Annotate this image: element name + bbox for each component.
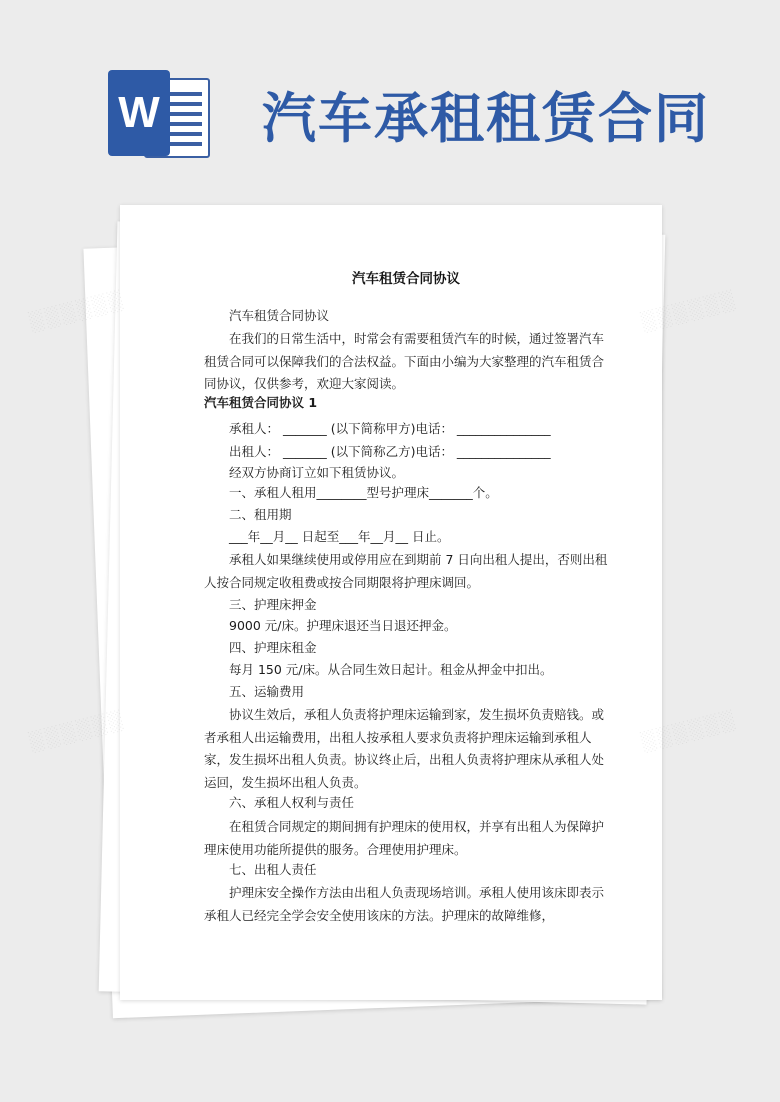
clause-5-heading: 五、运输费用 [229, 684, 305, 699]
watermark: ░░░░░░ [638, 708, 739, 754]
agreement-line: 经双方协商订立如下租赁协议。 [229, 465, 405, 480]
clause-4-heading: 四、护理床租金 [229, 640, 317, 655]
watermark: ░░░░░░ [26, 288, 127, 334]
word-logo-badge: W [108, 70, 170, 156]
document-page [120, 205, 662, 1000]
clause-2-text: 承租人如果继续使用或停用应在到期前 7 日向出租人提出，否则出租人按合同规定收租费或按合同期限将护理床调回。 [204, 552, 608, 590]
intro-paragraph: 在我们的日常生活中，时常会有需要租赁汽车的时候，通过签署汽车租赁合同可以保障我们的合法权益。下面由小编为大家整理的汽车租赁合同协议，仅供参考，欢迎大家阅读。 [204, 331, 605, 391]
clause-6-heading: 六、承租人权利与责任 [229, 795, 355, 810]
watermark: ░░░░░░ [638, 288, 739, 334]
document-subtitle: 汽车租赁合同协议 [229, 308, 330, 323]
banner [0, 0, 780, 200]
clause-7-heading: 七、出租人责任 [229, 862, 317, 877]
section-heading: 汽车租赁合同协议 1 [204, 395, 318, 410]
document-title: 汽车租赁合同协议 [352, 271, 460, 287]
clause-4-text: 每月 150 元/床。从合同生效日起计。租金从押金中扣出。 [229, 662, 553, 677]
word-document-icon [108, 70, 208, 156]
clause-3-heading: 三、护理床押金 [229, 597, 317, 612]
clause-3-text: 9000 元/床。护理床退还当日退还押金。 [229, 618, 457, 633]
lessor-line: 出租人： _______ (以下简称乙方)电话： _______________ [229, 444, 551, 459]
clause-6-text: 在租赁合同规定的期间拥有护理床的使用权，并享有出租人为保障护理床使用功能所提供的服务。合理使用护理床。 [204, 819, 605, 857]
clause-2-heading: 二、租用期 [229, 507, 292, 522]
watermark: ░░░░░░ [26, 708, 127, 754]
page-title: 汽车承租租赁合同 [262, 86, 710, 150]
clause-1: 一、承租人租用________型号护理床_______个。 [229, 485, 498, 500]
lessee-line: 承租人： _______ (以下简称甲方)电话： _______________ [229, 421, 551, 436]
clause-7-text: 护理床安全操作方法由出租人负责现场培训。承租人使用该床即表示承租人已经完全学会安全使用该床的方法。护理床的故障维修， [204, 885, 605, 923]
clause-5-text: 协议生效后，承租人负责将护理床运输到家，发生损坏负责赔钱。或者承租人出运输费用，出租人按承租人要求负责将护理床运输到承租人家，发生损坏出租人负责。协议终止后，出租人负责将护理床从承租人处运回，发生损坏出租人负责。 [204, 707, 605, 790]
clause-2-dates: ___年__月__ 日起至___年__月__ 日止。 [229, 529, 450, 544]
